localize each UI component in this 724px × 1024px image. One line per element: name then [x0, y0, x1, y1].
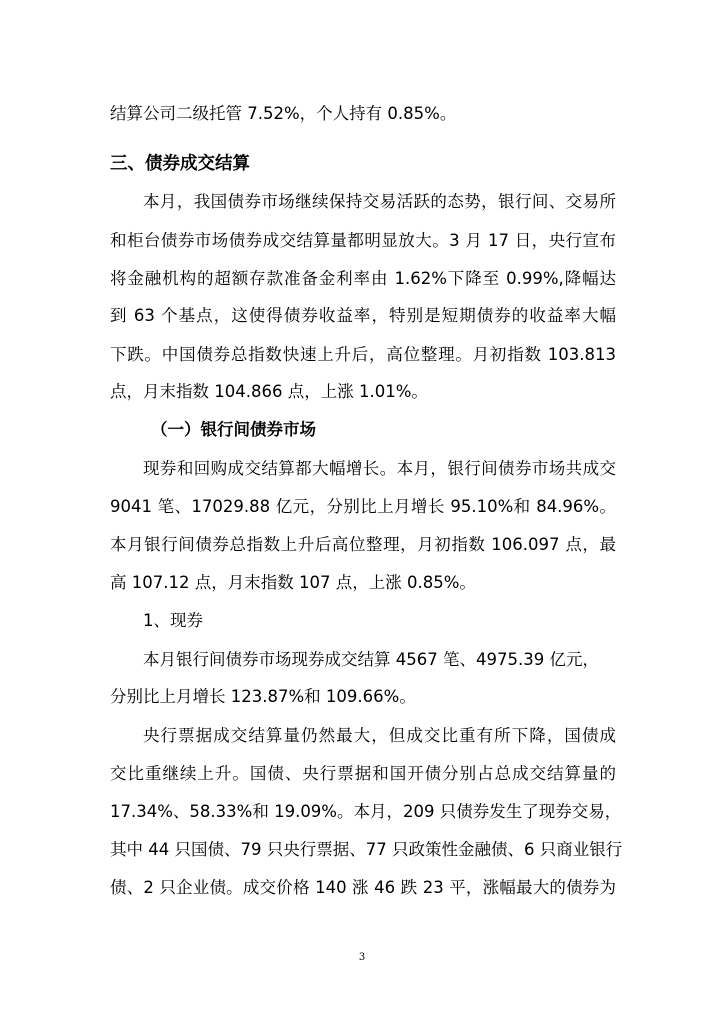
body-line-20: 其中 44 只国债、79 只央行票据、77 只政策性金融债、6 只商业银行 — [110, 840, 623, 859]
list-heading-spot-bonds: 1、现券 — [143, 611, 203, 630]
body-line-13: 高 107.12 点，月末指数 107 点，上涨 0.85%。 — [110, 573, 476, 592]
body-line-1: 结算公司二级托管 7.52%，个人持有 0.85%。 — [110, 104, 457, 123]
body-line-10: 现券和回购成交结算都大幅增长。本月，银行间债券市场共成交 — [143, 459, 616, 478]
body-line-6: 到 63 个基点，这使得债券收益率，特别是短期债券的收益率大幅 — [110, 306, 616, 325]
body-line-5: 将金融机构的超额存款准备金利率由 1.62%下降至 0.99%,降幅达 — [110, 269, 616, 288]
body-line-7: 下跌。中国债券总指数快速上升后，高位整理。月初指数 103.813 — [110, 345, 616, 364]
body-line-18: 交比重继续上升。国债、央行票据和国开债分别占总成交结算量的 — [110, 764, 616, 783]
page-number: 3 — [358, 952, 366, 963]
body-line-21: 债、2 只企业债。成交价格 140 涨 46 跌 23 平，涨幅最大的债券为 — [110, 878, 616, 897]
section-heading: 三、债券成交结算 — [110, 154, 250, 174]
body-line-15: 本月银行间债券市场现券成交结算 4567 笔、4975.39 亿元， — [143, 650, 599, 669]
body-line-12: 本月银行间债券总指数上升后高位整理，月初指数 106.097 点，最 — [110, 535, 616, 554]
body-line-19: 17.34%、58.33%和 19.09%。本月，209 只债券发生了现券交易， — [110, 802, 622, 821]
body-line-3: 本月，我国债券市场继续保持交易活跃的态势，银行间、交易所 — [143, 192, 616, 211]
subsection-heading: （一）银行间债券市场 — [151, 420, 316, 439]
body-line-4: 和柜台债券市场债券成交结算量都明显放大。3 月 17 日，央行宣布 — [110, 231, 616, 250]
body-line-16: 分别比上月增长 123.87%和 109.66%。 — [110, 687, 416, 706]
body-line-11: 9041 笔、17029.88 亿元，分别比上月增长 95.10%和 84.96%。 — [110, 497, 616, 516]
body-line-17: 央行票据成交结算量仍然最大，但成交比重有所下降，国债成 — [143, 726, 616, 745]
body-line-8: 点，月末指数 104.866 点，上涨 1.01%。 — [110, 382, 428, 401]
